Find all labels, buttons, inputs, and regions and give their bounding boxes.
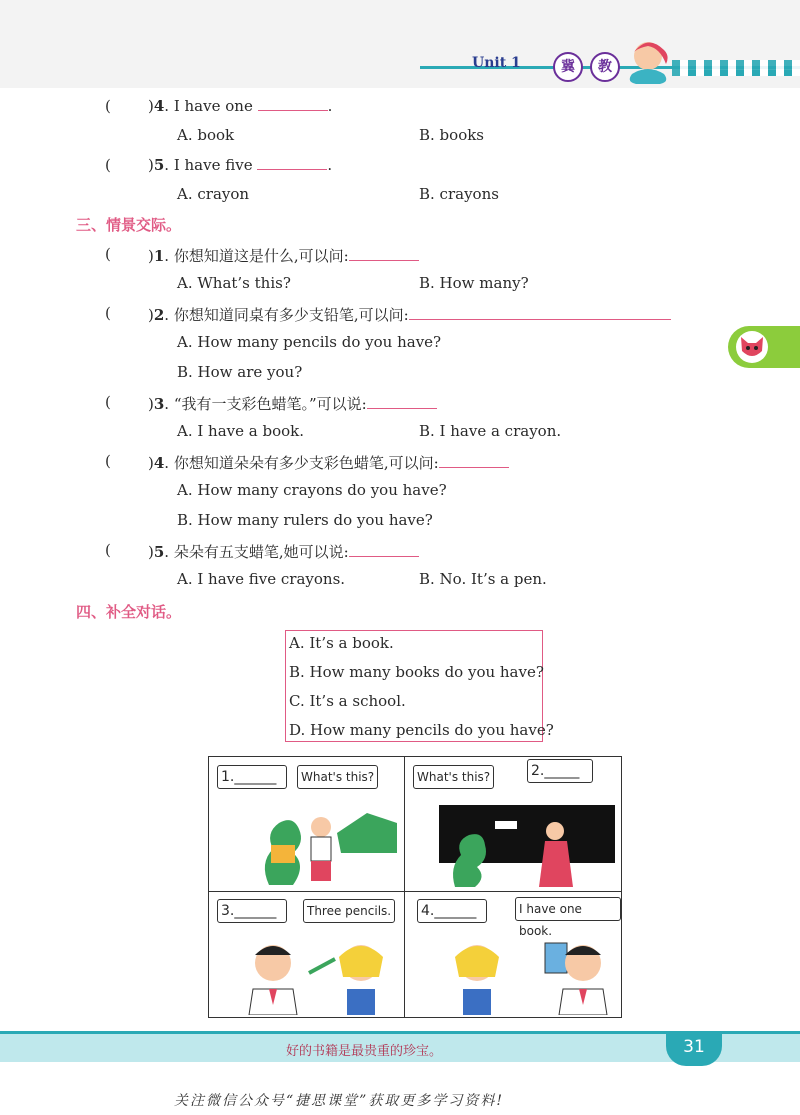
boy-and-girl-pencils-illustration xyxy=(239,933,399,1015)
footer-motto: 好的书籍是最贵重的珍宝。 xyxy=(286,1044,443,1059)
question-paren-close: ) xyxy=(148,156,154,174)
bubble-one-book: I have one book. xyxy=(515,897,621,921)
question-3-3: )3. “我有一支彩色蜡笔。”可以说: xyxy=(148,393,437,414)
question-end: . xyxy=(327,97,333,115)
comic-panels xyxy=(208,756,622,1018)
answer-paren-open: ( xyxy=(105,452,111,470)
dialogue-option-b: B. How many books do you have? xyxy=(289,663,544,681)
answer-blank[interactable] xyxy=(439,467,509,468)
question-number: 4 xyxy=(153,97,165,115)
bubble-blank-3[interactable]: 3.______ xyxy=(217,899,287,923)
question-3-5: )5. 朵朵有五支蜡笔,她可以说: xyxy=(148,541,419,562)
dialogue-option-d: D. How many pencils do you have? xyxy=(289,721,554,739)
option-b: B. How many? xyxy=(419,274,529,292)
side-tab xyxy=(728,326,800,368)
badge-jiao: 教 xyxy=(590,52,620,82)
bubble-whats-this-2: What's this? xyxy=(413,765,494,789)
question-number: 5 xyxy=(153,543,165,561)
answer-blank[interactable] xyxy=(257,169,327,170)
bubble-blank-1[interactable]: 1.______ xyxy=(217,765,287,789)
question-stem: . 朵朵有五支蜡笔,她可以说: xyxy=(164,543,349,561)
question-number: 1 xyxy=(153,247,165,265)
bubble-blank-4[interactable]: 4.______ xyxy=(417,899,487,923)
dialogue-option-a: A. It’s a book. xyxy=(289,634,394,652)
dinosaur-and-boy-illustration xyxy=(249,793,399,889)
answer-paren-open: ( xyxy=(105,541,111,559)
option-a: A. How many crayons do you have? xyxy=(177,481,447,499)
section-4-title: 四、补全对话。 xyxy=(76,603,182,621)
option-a: A. book xyxy=(177,126,235,144)
bubble-three-pencils: Three pencils. xyxy=(303,899,395,923)
question-number: 2 xyxy=(153,306,165,324)
answer-paren-open: ( xyxy=(105,304,111,322)
unit-label: Unit 1 xyxy=(472,55,521,71)
answer-blank[interactable] xyxy=(409,319,671,320)
answer-paren-open: ( xyxy=(105,156,111,174)
section-3-title: 三、情景交际。 xyxy=(76,216,182,234)
question-number: 4 xyxy=(153,454,165,472)
option-b: B. How are you? xyxy=(177,363,303,381)
question-stem: . I have five xyxy=(164,156,253,174)
dialogue-option-c: C. It’s a school. xyxy=(289,692,406,710)
question-3-2: )2. 你想知道同桌有多少支铅笔,可以问: xyxy=(148,304,671,325)
question-fill-5 xyxy=(148,156,332,174)
option-b: B. I have a crayon. xyxy=(419,422,562,440)
question-number: 5 xyxy=(153,156,165,174)
badge-ji: 冀 xyxy=(553,52,583,82)
option-b: B. crayons xyxy=(419,185,499,203)
dialogue-options-box xyxy=(285,630,554,742)
bubble-blank-2[interactable]: 2._____ xyxy=(527,759,593,783)
option-b: B. No. It’s a pen. xyxy=(419,570,547,588)
answer-paren-open: ( xyxy=(105,393,111,411)
answer-paren-open: ( xyxy=(105,245,111,263)
page-number: 31 xyxy=(666,1032,722,1066)
answer-blank[interactable] xyxy=(349,260,419,261)
question-stem: . I have one xyxy=(164,97,253,115)
option-b: B. books xyxy=(419,126,485,144)
option-a: A. I have a book. xyxy=(177,422,305,440)
question-paren-close: ) xyxy=(148,97,154,115)
panel-divider-horizontal xyxy=(209,891,621,892)
fox-face-icon xyxy=(736,331,768,363)
question-3-1: )1. 你想知道这是什么,可以问: xyxy=(148,245,419,266)
question-number: 3 xyxy=(153,395,165,413)
mascot-icon xyxy=(620,34,676,86)
question-stem: . 你想知道朵朵有多少支彩色蜡笔,可以问: xyxy=(164,454,439,472)
girl-and-boy-book-illustration xyxy=(447,933,617,1015)
question-end: . xyxy=(327,156,333,174)
blackboard-illustration xyxy=(435,801,619,889)
option-a: A. What’s this? xyxy=(177,274,291,292)
answer-paren-open: ( xyxy=(105,97,111,115)
option-a: A. crayon xyxy=(177,185,250,203)
question-stem: . 你想知道这是什么,可以问: xyxy=(164,247,349,265)
question-stem: . 你想知道同桌有多少支铅笔,可以问: xyxy=(164,306,409,324)
option-b: B. How many rulers do you have? xyxy=(177,511,433,529)
bubble-whats-this-1: What's this? xyxy=(297,765,378,789)
option-a: A. I have five crayons. xyxy=(177,570,346,588)
question-fill-4 xyxy=(148,97,332,115)
panel-divider-vertical xyxy=(404,757,405,1017)
answer-blank[interactable] xyxy=(349,556,419,557)
question-3-4: )4. 你想知道朵朵有多少支彩色蜡笔,可以问: xyxy=(148,452,509,473)
answer-blank[interactable] xyxy=(367,408,437,409)
option-a: A. How many pencils do you have? xyxy=(177,333,442,351)
question-stem: . “我有一支彩色蜡笔。”可以说: xyxy=(164,395,367,413)
watermark-text: 关注微信公众号“捷思课堂”获取更多学习资料! xyxy=(174,1093,504,1109)
header-checker-pattern-2 xyxy=(680,70,800,76)
answer-blank[interactable] xyxy=(258,110,328,111)
